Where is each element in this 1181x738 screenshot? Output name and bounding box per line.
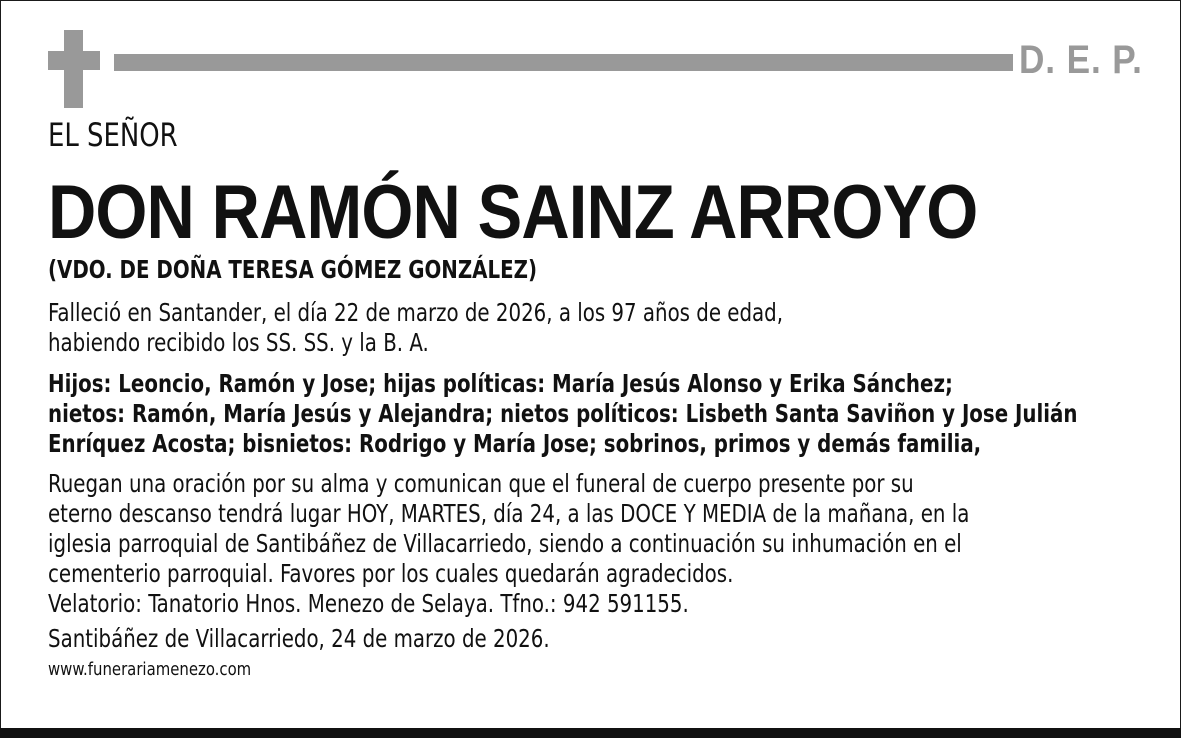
- header-rule: [114, 54, 1013, 71]
- dep-label: D. E. P.: [1019, 38, 1143, 82]
- intro-paragraph: [48, 298, 783, 358]
- bottom-border: [0, 728, 1181, 738]
- place-date: Santibáñez de Villacarriedo, 24 de marzo de 2026.: [48, 624, 550, 653]
- funeral-line: iglesia parroquial de Santibáñez de Villacarriedo, siendo a continuación su inhumación en el: [48, 529, 962, 558]
- funeral-line: Ruegan una oración por su alma y comunican que el funeral de cuerpo presente por su: [48, 469, 914, 498]
- intro-line: habiendo recibido los SS. SS. y la B. A.: [48, 328, 429, 357]
- deceased-name: DON RAMÓN SAINZ ARROYO: [48, 170, 978, 255]
- wake-line: Velatorio: Tanatorio Hnos. Menezo de Selaya. Tfno.: 942 591155.: [48, 589, 689, 618]
- intro-line: Falleció en Santander, el día 22 de marzo de 2026, a los 97 años de edad,: [48, 298, 784, 327]
- cross-icon-crossbar: [48, 51, 100, 70]
- funeral-line: eterno descanso tendrá lugar HOY, MARTES, día 24, a las DOCE Y MEDIA de la mañana, en la: [48, 499, 970, 528]
- widow-of: (VDO. DE DOÑA TERESA GÓMEZ GONZÁLEZ): [48, 255, 538, 284]
- honorific: EL SEÑOR: [48, 116, 178, 154]
- funeral-line: cementerio parroquial. Favores por los cuales quedarán agradecidos.: [48, 559, 734, 588]
- family-line: nietos: Ramón, María Jesús y Alejandra; nietos políticos: Lisbeth Santa Saviñon y Jose Julián: [48, 399, 1078, 428]
- family-paragraph: [48, 369, 1077, 459]
- website-link[interactable]: www.funerariamenezo.com: [48, 659, 252, 680]
- family-line: Hijos: Leoncio, Ramón y Jose; hijas políticas: María Jesús Alonso y Erika Sánchez;: [48, 369, 953, 398]
- funeral-paragraph: [48, 469, 969, 619]
- family-line: Enríquez Acosta; bisnietos: Rodrigo y María Jose; sobrinos, primos y demás familia,: [48, 429, 982, 458]
